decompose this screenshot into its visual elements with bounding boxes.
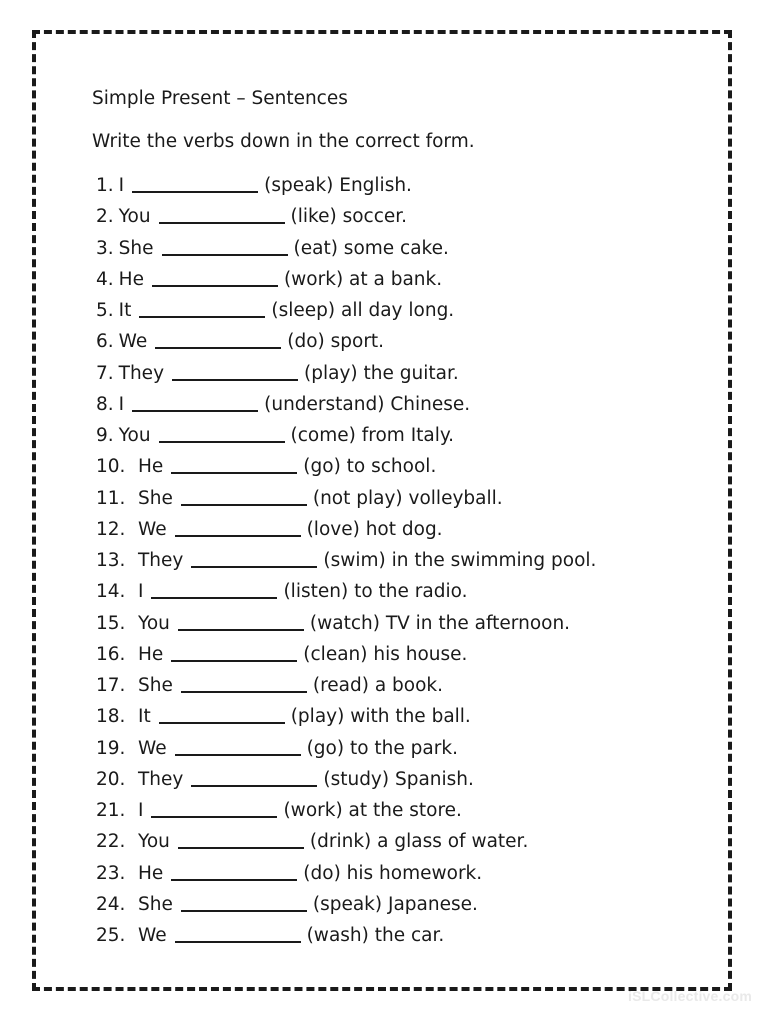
exercise-item <box>96 424 596 455</box>
item-prompt: (listen) to the radio. <box>283 581 468 603</box>
item-prompt: (watch) TV in the afternoon. <box>309 612 571 634</box>
item-subject: We <box>138 518 167 540</box>
item-number: 11. <box>96 487 126 509</box>
item-subject: She <box>138 487 173 509</box>
item-subject: They <box>118 362 165 384</box>
item-subject: She <box>118 237 154 259</box>
answer-blank[interactable] <box>151 580 277 599</box>
worksheet-instruction: Write the verbs down in the correct form. <box>92 131 475 152</box>
item-prompt: (wash) the car. <box>306 925 445 946</box>
item-number: 1. <box>96 175 114 196</box>
answer-blank[interactable] <box>175 737 301 756</box>
item-number: 9. <box>96 425 114 446</box>
item-prompt: (do) his homework. <box>303 862 483 884</box>
item-number: 3. <box>96 237 114 259</box>
exercise-item <box>96 174 596 205</box>
item-number: 22. <box>96 831 126 853</box>
item-prompt: (study) Spanish. <box>323 768 474 790</box>
item-subject: You <box>138 831 170 853</box>
item-prompt: (work) at the store. <box>283 800 462 821</box>
item-subject: She <box>138 675 173 696</box>
item-subject: You <box>118 206 151 228</box>
answer-blank[interactable] <box>132 174 258 193</box>
answer-blank[interactable] <box>175 924 301 943</box>
item-number: 2. <box>96 206 114 228</box>
answer-blank[interactable] <box>171 862 297 881</box>
exercise-item <box>96 737 596 768</box>
answer-blank[interactable] <box>155 330 281 349</box>
item-prompt: (eat) some cake. <box>293 237 449 259</box>
item-number: 21. <box>96 800 126 821</box>
item-number: 23. <box>96 862 126 884</box>
item-number: 10. <box>96 456 126 478</box>
exercise-item <box>96 268 596 299</box>
item-prompt: (work) at a bank. <box>283 268 443 290</box>
answer-blank[interactable] <box>172 362 298 381</box>
exercise-item <box>96 549 596 580</box>
answer-blank[interactable] <box>159 205 285 224</box>
item-prompt: (speak) English. <box>264 175 412 196</box>
exercise-item <box>96 768 596 799</box>
answer-blank[interactable] <box>171 643 297 662</box>
exercise-item <box>96 580 596 611</box>
item-subject: He <box>138 456 164 478</box>
item-prompt: (read) a book. <box>312 675 444 696</box>
item-number: 18. <box>96 706 126 728</box>
item-subject: We <box>138 737 167 759</box>
exercise-item <box>96 643 596 674</box>
answer-blank[interactable] <box>132 393 258 412</box>
item-number: 17. <box>96 675 126 696</box>
exercise-item <box>96 518 596 549</box>
answer-blank[interactable] <box>162 237 288 256</box>
item-number: 7. <box>96 362 114 384</box>
item-number: 8. <box>96 393 114 415</box>
item-prompt: (not play) volleyball. <box>312 487 503 509</box>
answer-blank[interactable] <box>175 518 301 537</box>
item-number: 6. <box>96 331 114 353</box>
exercise-item <box>96 237 596 268</box>
item-subject: It <box>138 706 151 728</box>
exercise-item <box>96 299 596 330</box>
item-number: 25. <box>96 925 126 946</box>
exercise-item <box>96 205 596 236</box>
exercise-item <box>96 924 596 955</box>
exercise-item <box>96 393 596 424</box>
item-subject: He <box>138 862 164 884</box>
item-number: 13. <box>96 550 126 571</box>
answer-blank[interactable] <box>181 893 307 912</box>
item-prompt: (love) hot dog. <box>306 518 443 540</box>
exercise-item <box>96 862 596 893</box>
item-prompt: (like) soccer. <box>290 206 408 228</box>
answer-blank[interactable] <box>191 549 317 568</box>
answer-blank[interactable] <box>181 674 307 693</box>
item-number: 15. <box>96 612 126 634</box>
item-prompt: (speak) Japanese. <box>312 893 478 915</box>
answer-blank[interactable] <box>139 299 265 318</box>
item-prompt: (do) sport. <box>287 331 385 353</box>
item-number: 14. <box>96 581 126 603</box>
item-number: 4. <box>96 268 114 290</box>
answer-blank[interactable] <box>178 830 304 849</box>
exercise-item <box>96 330 596 361</box>
answer-blank[interactable] <box>171 455 297 474</box>
item-number: 5. <box>96 300 114 321</box>
exercise-item <box>96 799 596 830</box>
item-subject: They <box>138 768 184 790</box>
item-subject: You <box>138 612 170 634</box>
exercise-item <box>96 830 596 861</box>
item-subject: We <box>138 925 167 946</box>
exercise-item <box>96 612 596 643</box>
item-prompt: (come) from Italy. <box>290 425 455 446</box>
item-number: 16. <box>96 643 126 665</box>
exercise-item <box>96 362 596 393</box>
item-prompt: (play) with the ball. <box>290 706 471 728</box>
item-subject: I <box>118 175 125 196</box>
exercise-item <box>96 674 596 705</box>
item-prompt: (play) the guitar. <box>304 362 459 384</box>
item-subject: She <box>138 893 173 915</box>
item-subject: It <box>118 300 132 321</box>
item-prompt: (go) to the park. <box>306 737 458 759</box>
exercise-item <box>96 455 596 486</box>
item-number: 19. <box>96 737 126 759</box>
item-subject: They <box>138 550 184 571</box>
answer-blank[interactable] <box>178 612 304 631</box>
item-subject: You <box>118 425 151 446</box>
answer-blank[interactable] <box>152 268 278 287</box>
site-watermark: iSLCollective.com <box>628 988 752 1004</box>
item-prompt: (sleep) all day long. <box>271 300 455 321</box>
exercise-list <box>96 174 596 955</box>
answer-blank[interactable] <box>181 487 307 506</box>
item-subject: He <box>138 643 164 665</box>
exercise-item <box>96 487 596 518</box>
answer-blank[interactable] <box>159 705 285 724</box>
item-subject: We <box>118 331 148 353</box>
exercise-item <box>96 893 596 924</box>
item-prompt: (go) to school. <box>303 456 437 478</box>
item-number: 20. <box>96 768 126 790</box>
item-number: 12. <box>96 518 126 540</box>
answer-blank[interactable] <box>159 424 285 443</box>
answer-blank[interactable] <box>151 799 277 818</box>
item-subject: I <box>118 393 125 415</box>
item-prompt: (clean) his house. <box>303 643 468 665</box>
item-subject: I <box>138 800 144 821</box>
item-subject: He <box>118 268 144 290</box>
answer-blank[interactable] <box>191 768 317 787</box>
exercise-item <box>96 705 596 736</box>
worksheet-title: Simple Present – Sentences <box>92 88 348 109</box>
item-number: 24. <box>96 893 126 915</box>
item-subject: I <box>138 581 144 603</box>
item-prompt: (understand) Chinese. <box>264 393 471 415</box>
item-prompt: (swim) in the swimming pool. <box>323 550 597 571</box>
item-prompt: (drink) a glass of water. <box>309 831 529 853</box>
